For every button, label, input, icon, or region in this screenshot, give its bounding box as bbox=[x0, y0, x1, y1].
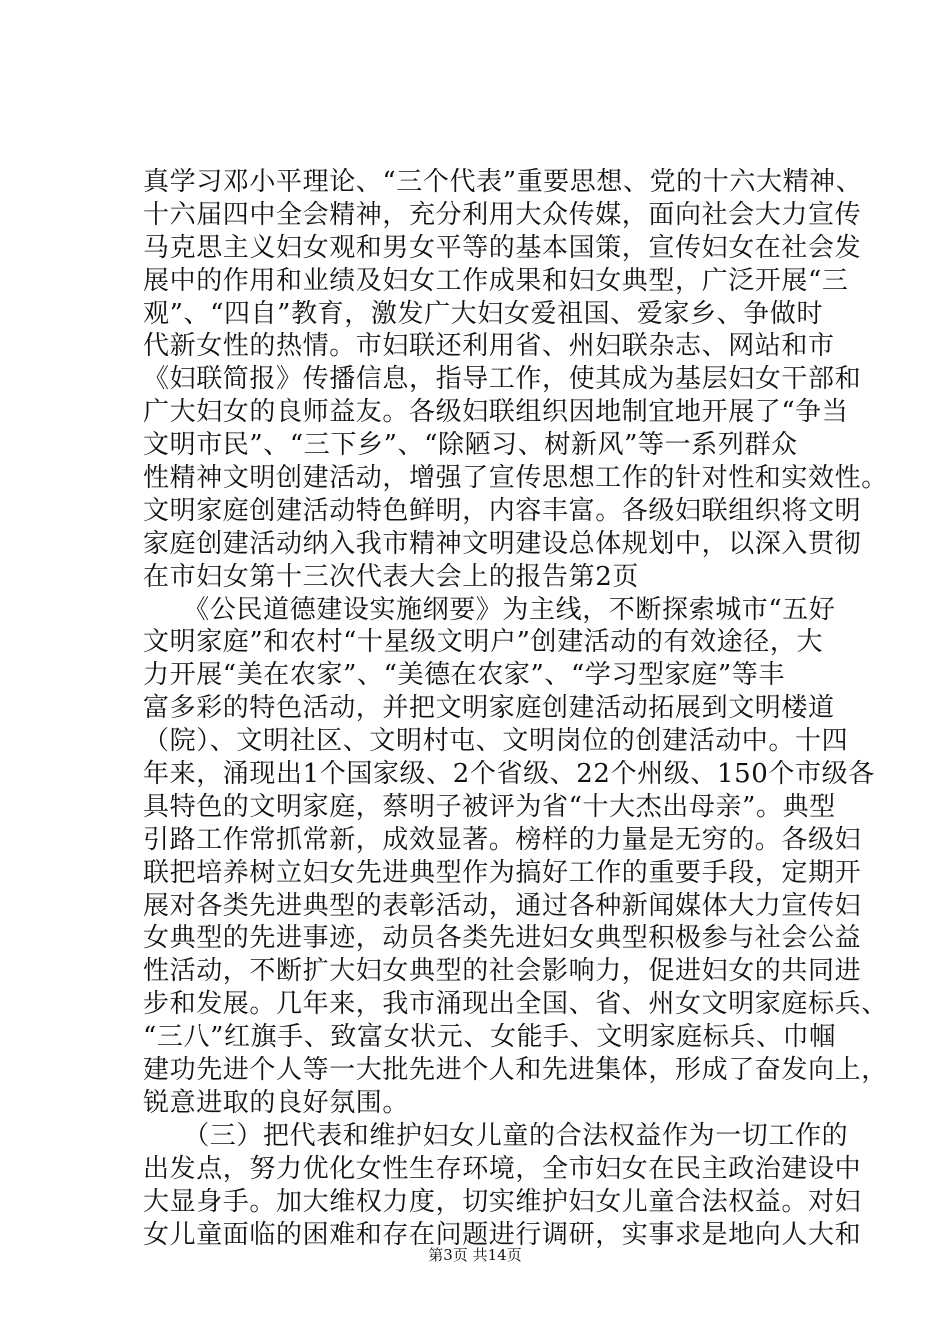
text-line: 观”、“四自”教育，激发广大妇女爱祖国、爱家乡、争做时 bbox=[143, 298, 824, 329]
text-line: 步和发展。几年来，我市涌现出全国、省、州女文明家庭标兵、 bbox=[143, 989, 888, 1020]
text-line: 年来，涌现出1个国家级、2个省级、22个州级、150个市级各 bbox=[143, 759, 875, 790]
text-line: 性精神文明创建活动，增强了宣传思想工作的针对性和实效性。 bbox=[143, 463, 888, 494]
text-line: （院）、文明社区、文明村屯、文明岗位的创建活动中。十四 bbox=[143, 726, 849, 757]
text-line: 《公民道德建设实施纲要》为主线，不断探索城市“五好 bbox=[143, 594, 836, 625]
text-line: “三八”红旗手、致富女状元、女能手、文明家庭标兵、巾帼 bbox=[143, 1022, 836, 1053]
text-line: （三）把代表和维护妇女儿童的合法权益作为一切工作的 bbox=[143, 1120, 849, 1151]
text-line: 力开展“美在农家”、“美德在农家”、“学习型家庭”等丰 bbox=[143, 660, 785, 691]
text-line: 大显身手。加大维权力度，切实维护妇女儿童合法权益。对妇 bbox=[143, 1186, 862, 1217]
text-line: 女典型的先进事迹，动员各类先进妇女典型积极参与社会公益 bbox=[143, 923, 862, 954]
text-line: 锐意进取的良好氛围。 bbox=[143, 1087, 410, 1118]
text-line: 文明家庭创建活动特色鲜明，内容丰富。各级妇联组织将文明 bbox=[143, 495, 862, 526]
text-line: 十六届四中全会精神，充分利用大众传媒，面向社会大力宣传 bbox=[143, 199, 862, 230]
text-line: 广大妇女的良师益友。各级妇联组织因地制宜地开展了“争当 bbox=[143, 397, 849, 428]
text-line: 真学习邓小平理论、“三个代表”重要思想、党的十六大精神、 bbox=[143, 167, 863, 197]
text-line: 展对各类先进典型的表彰活动，通过各种新闻媒体大力宣传妇 bbox=[143, 890, 862, 921]
text-line: 富多彩的特色活动，并把文明家庭创建活动拓展到文明楼道 bbox=[143, 693, 835, 724]
page-footer: 第3页 共14页 bbox=[428, 1246, 522, 1264]
text-line: 性活动，不断扩大妇女典型的社会影响力，促进妇女的共同进 bbox=[143, 956, 862, 987]
text-line: 文明市民”、“三下乡”、“除陋习、树新风”等一系列群众 bbox=[143, 430, 798, 461]
text-line: 联把培养树立妇女先进典型作为搞好工作的重要手段，定期开 bbox=[143, 857, 862, 888]
text-line: 马克思主义妇女观和男女平等的基本国策，宣传妇女在社会发 bbox=[143, 232, 862, 263]
text-line: 出发点，努力优化女性生存环境，全市妇女在民主政治建设中 bbox=[143, 1153, 862, 1184]
text-line: 引路工作常抓常新，成效显著。榜样的力量是无穷的。各级妇 bbox=[143, 824, 862, 855]
text-line: 女儿童面临的困难和存在问题进行调研，实事求是地向人大和 bbox=[143, 1219, 862, 1250]
body-text bbox=[143, 166, 888, 1251]
text-line: 文明家庭”和农村“十星级文明户”创建活动的有效途径，大 bbox=[143, 627, 824, 658]
text-line: 家庭创建活动纳入我市精神文明建设总体规划中，以深入贯彻 bbox=[143, 528, 862, 559]
text-line: 展中的作用和业绩及妇女工作成果和妇女典型，广泛开展“三 bbox=[143, 265, 849, 296]
text-line: 在市妇女第十三次代表大会上的报告第2页 bbox=[143, 561, 639, 592]
text-line: 《妇联简报》传播信息，指导工作，使其成为基层妇女干部和 bbox=[143, 364, 862, 395]
text-line: 代新女性的热情。市妇联还利用省、州妇联杂志、网站和市 bbox=[143, 331, 835, 362]
text-line: 建功先进个人等一大批先进个人和先进集体，形成了奋发向上， bbox=[143, 1055, 888, 1086]
text-line: 具特色的文明家庭，蔡明子被评为省“十大杰出母亲”。典型 bbox=[143, 791, 836, 822]
